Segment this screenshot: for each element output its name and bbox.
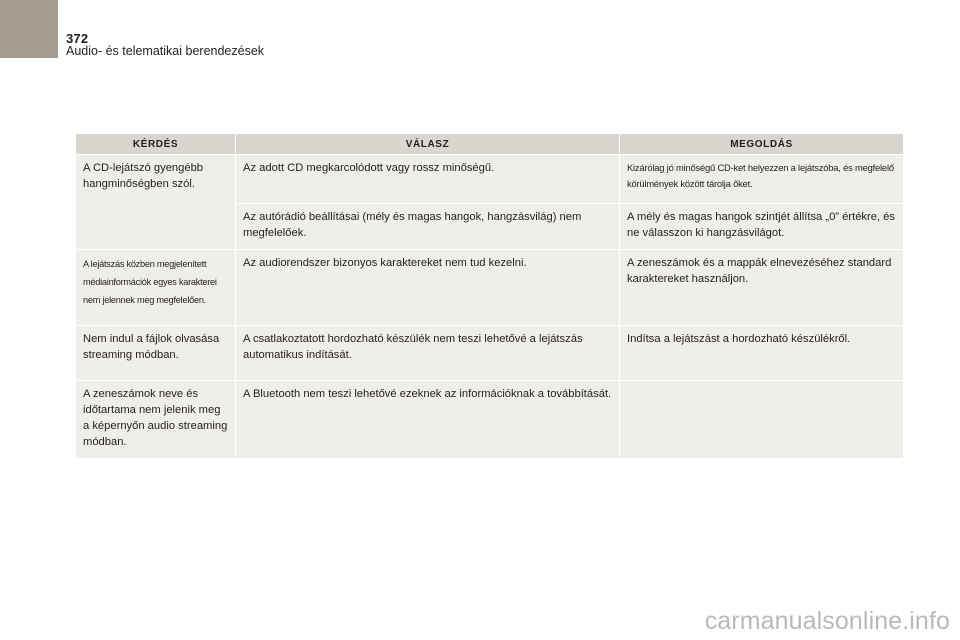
answer-cell: A csatlakoztatott hordozható készülék nem teszi lehetővé a lejátszás automatikus indítását. [236, 326, 619, 380]
solution-cell: Kizárólag jó minőségű CD-ket helyezzen a lejátszóba, és megfelelő körülmények között tárolja őket. [620, 155, 903, 203]
header-solution: MEGOLDÁS [620, 134, 903, 154]
table-row [76, 381, 903, 458]
answer-cell: Az audiorendszer bizonyos karaktereket nem tud kezelni. [236, 250, 619, 325]
page-number: 372 [66, 31, 89, 46]
section-title: Audio- és telematikai berendezések [66, 44, 265, 58]
table-row [76, 250, 903, 325]
troubleshooting-table [75, 133, 904, 459]
solution-cell: A zeneszámok és a mappák elnevezéséhez standard karaktereket használjon. [620, 250, 903, 325]
question-cell: A zeneszámok neve és időtartama nem jelenik meg a képernyőn audio streaming módban. [76, 381, 235, 458]
question-cell: Nem indul a fájlok olvasása streaming módban. [76, 326, 235, 380]
page-corner-tab [0, 0, 58, 58]
answer-cell: A Bluetooth nem teszi lehetővé ezeknek az információknak a továbbítását. [236, 381, 619, 458]
question-cell: A CD-lejátszó gyengébb hangminőségben szól. [76, 155, 235, 249]
answer-cell: Az adott CD megkarcolódott vagy rossz minőségű. [236, 155, 619, 203]
solution-cell: Indítsa a lejátszást a hordozható készülékről. [620, 326, 903, 380]
solution-cell: A mély és magas hangok szintjét állítsa „0” értékre, és ne válasszon ki hangzásvilágot. [620, 204, 903, 249]
header-question: KÉRDÉS [76, 134, 235, 154]
table-header-row [76, 134, 903, 154]
table-row [76, 155, 903, 203]
header-answer: VÁLASZ [236, 134, 619, 154]
solution-cell [620, 381, 903, 458]
answer-cell: Az autórádió beállításai (mély és magas hangok, hangzásvilág) nem megfelelőek. [236, 204, 619, 249]
question-cell: A lejátszás közben megjelenített médiainformációk egyes karakterei nem jelennek meg megfelelően. [76, 250, 235, 325]
watermark-text: carmanualsonline.info [704, 607, 950, 635]
table-row [76, 326, 903, 380]
